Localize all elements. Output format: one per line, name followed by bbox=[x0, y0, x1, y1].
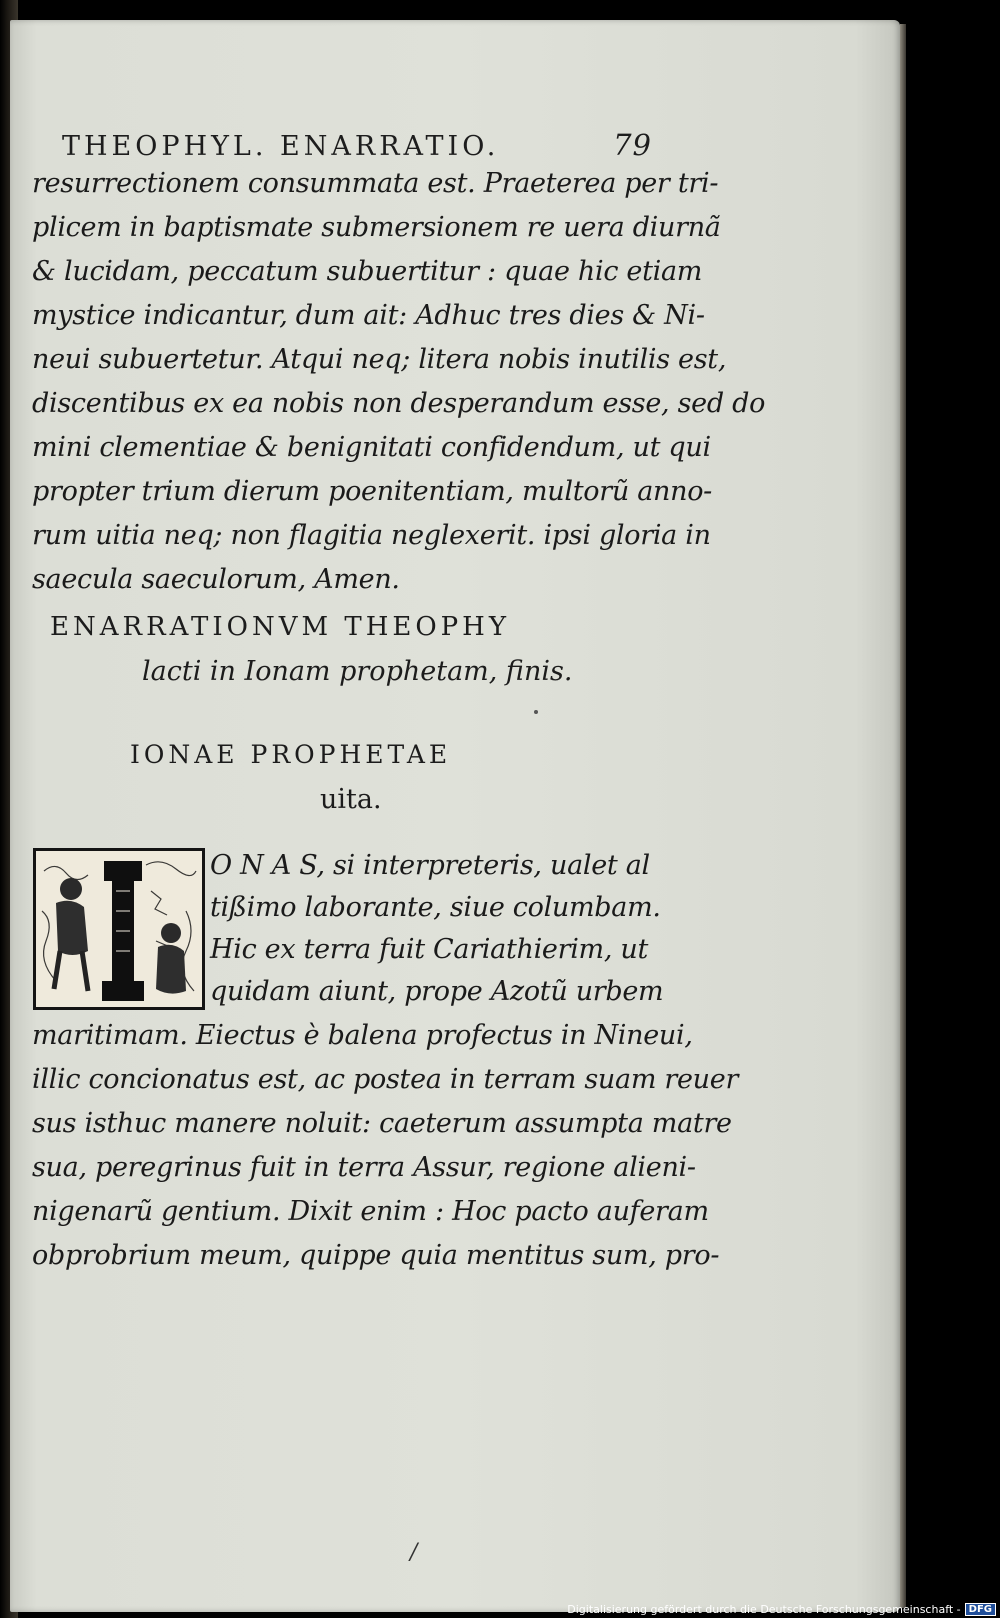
running-head-title: THEOPHYL. ENARRATIO. bbox=[62, 131, 500, 162]
body-line: resurrectionem consummata est. Praeterea per tri- bbox=[32, 168, 719, 199]
vita-line: obprobrium meum, quippe quia mentitus sum, pro- bbox=[32, 1240, 720, 1271]
body-line: mystice indicantur, dum ait: Adhuc tres dies & Ni- bbox=[32, 300, 705, 331]
body-line: mini clementiae & benignitati confidendum, ut qui bbox=[32, 432, 711, 463]
running-head bbox=[62, 128, 652, 162]
credit-text: Digitalisierung gefördert durch die Deutsche Forschungsgemeinschaft - bbox=[567, 1603, 961, 1616]
body-line: saecula saeculorum, Amen. bbox=[32, 564, 400, 595]
digitization-credit bbox=[567, 1603, 996, 1616]
footer-mark: / bbox=[410, 1540, 418, 1565]
vita-line: sus isthuc manere noluit: caeterum assumpta matre bbox=[32, 1108, 732, 1139]
vita-line: tißimo laborante, siue columbam. bbox=[210, 892, 661, 923]
colophon-caps: ENARRATIONVM THEOPHY bbox=[50, 612, 510, 642]
body-line: & lucidam, peccatum subuertitur : quae hic etiam bbox=[32, 256, 703, 287]
page-edge bbox=[900, 24, 906, 1608]
woodcut-initial-icon bbox=[36, 851, 202, 1007]
vita-line: sua, peregrinus fuit in terra Assur, regione alieni- bbox=[32, 1152, 696, 1183]
section-heading: IONAE PROPHETAE bbox=[130, 740, 452, 769]
body-line: neui subuertetur. Atqui neq; litera nobis inutilis est, bbox=[32, 344, 727, 375]
ink-dot bbox=[534, 710, 538, 714]
section-subheading: uita. bbox=[320, 784, 382, 815]
vita-line: illic concionatus est, ac postea in terram suam reuer bbox=[32, 1064, 739, 1095]
vita-line: Hic ex terra fuit Cariathierim, ut bbox=[210, 934, 649, 965]
body-line: rum uitia neq; non flagitia neglexerit. ipsi gloria in bbox=[32, 520, 711, 551]
body-line: propter trium dierum poenitentiam, multorũ anno- bbox=[32, 476, 712, 507]
decorated-initial-i bbox=[33, 848, 205, 1010]
body-line: plicem in baptismate submersionem re uera diurnã bbox=[32, 212, 721, 243]
vita-line: nigenarũ gentium. Dixit enim : Hoc pacto auferam bbox=[32, 1196, 709, 1227]
body-line: discentibus ex ea nobis non desperandum esse, sed do bbox=[32, 388, 766, 419]
vita-line: maritimam. Eiectus è balena profectus in Nineui, bbox=[32, 1020, 693, 1051]
vita-line: quidam aiunt, prope Azotũ urbem bbox=[210, 976, 664, 1007]
colophon-italic: lacti in Ionam prophetam, finis. bbox=[142, 656, 573, 687]
dfg-logo: DFG bbox=[965, 1603, 996, 1616]
vita-line: O N A S, si interpreteris, ualet al bbox=[210, 850, 650, 881]
page-number: 79 bbox=[613, 128, 652, 162]
